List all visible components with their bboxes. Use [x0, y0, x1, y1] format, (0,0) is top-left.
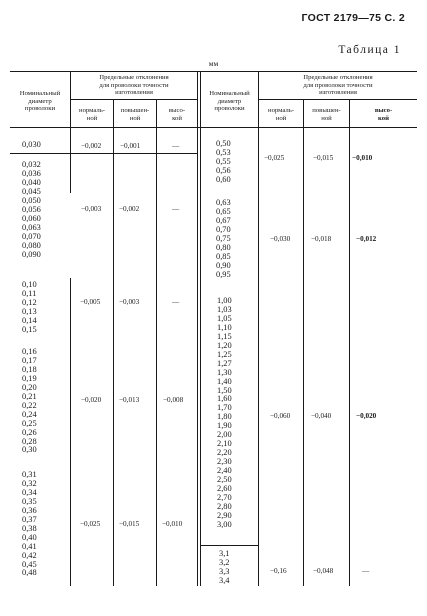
right-increased-header: повышен- ной	[312, 107, 341, 122]
diameter-value: 1,80	[217, 412, 232, 422]
left-normal-header: нормаль- ной	[79, 107, 105, 122]
diameter-value: 2,60	[217, 484, 232, 494]
diameter-value: 2,50	[217, 475, 232, 485]
diameter-value: 1,60	[217, 394, 232, 404]
diameter-value: 0,040	[22, 177, 41, 187]
diameter-value: 0,65	[216, 206, 231, 216]
left-group-5-increased: −0,015	[119, 520, 140, 528]
left-group-2-diameters	[22, 161, 41, 259]
left-group-2-increased: −0,002	[119, 205, 140, 213]
vrule-right-normal	[303, 99, 304, 586]
diameter-value: 1,30	[217, 367, 232, 377]
left-group-3-diameters	[22, 281, 37, 335]
left-high-header: высо- кой	[168, 107, 186, 122]
diameter-value: 0,16	[22, 347, 37, 356]
left-group-5-high: −0,010	[162, 520, 183, 528]
diameter-value: 0,045	[22, 186, 41, 196]
right-group-1-diameters	[216, 140, 231, 185]
left-group-5-normal: −0,025	[80, 520, 101, 528]
diameter-value: 0,032	[22, 160, 41, 169]
left-group-4-diameters	[22, 348, 37, 455]
diameter-value: 1,03	[217, 304, 232, 314]
diameter-value: 0,11	[22, 288, 37, 298]
diameter-value: 0,30	[22, 445, 37, 455]
diameter-value: 0,24	[22, 409, 37, 419]
diameter-value: 0,50	[216, 139, 231, 148]
diameter-value: 1,25	[217, 349, 232, 359]
diameter-value: 0,35	[22, 496, 37, 506]
right-group-2-diameters	[216, 199, 231, 280]
diameter-value: 0,036	[22, 168, 41, 178]
right-subheader-rule	[258, 99, 417, 100]
left-group-4-increased: −0,013	[119, 396, 140, 404]
diameter-value: 2,00	[217, 430, 232, 440]
left-group-5-diameters	[22, 471, 37, 578]
right-group-1-increased: −0,015	[313, 154, 334, 162]
left-group-1-diameters	[22, 141, 41, 150]
right-group-4-normal: −0,16	[270, 567, 287, 575]
header-bottom-rule	[10, 127, 417, 128]
right-group-3-high: −0,020	[356, 412, 377, 420]
left-group-1-high: —	[172, 142, 180, 150]
diameter-value: 0,20	[22, 382, 37, 392]
vrule-center-double-b	[200, 71, 201, 586]
diameter-value: 1,90	[217, 421, 232, 431]
right-group-4-diameters	[219, 550, 229, 586]
vrule-right-increased	[349, 99, 350, 586]
diameter-value: 3,4	[219, 575, 230, 585]
diameter-value: 0,060	[22, 213, 41, 223]
right-high-header: высо- кой	[374, 107, 393, 122]
diameter-value: 0,42	[22, 550, 37, 560]
diameter-value: 1,50	[217, 385, 232, 395]
diameter-value: 0,32	[22, 478, 37, 488]
diameter-value: 0,75	[216, 233, 231, 243]
diameter-value: 1,05	[217, 313, 232, 323]
left-group-4-high: −0,008	[163, 396, 184, 404]
diameter-value: 2,20	[217, 448, 232, 458]
diameter-value: 0,60	[216, 174, 231, 184]
left-increased-header: повышен- ной	[120, 107, 150, 122]
diameter-value: 2,30	[217, 457, 232, 467]
diameter-value: 0,37	[22, 514, 37, 524]
diameter-value: 1,10	[217, 322, 232, 332]
diameter-value: 0,19	[22, 373, 37, 383]
diameter-value: 1,40	[217, 376, 232, 386]
diameter-value: 0,050	[22, 195, 41, 205]
diameter-value: 0,22	[22, 400, 37, 410]
diameter-value: 3,00	[217, 519, 232, 529]
diameter-value: 0,31	[22, 470, 37, 479]
diameter-value: 0,14	[22, 315, 37, 325]
diameter-value: 2,40	[217, 466, 232, 476]
diameter-value: 1,27	[217, 358, 232, 368]
right-normal-header: нормаль- ной	[268, 107, 294, 122]
left-group-3-increased: −0,003	[119, 298, 140, 306]
diameter-value: 3,1	[219, 549, 230, 558]
diameter-value: 0,21	[22, 391, 37, 401]
left-subheader-rule	[70, 99, 198, 100]
diameter-value: 0,63	[216, 198, 231, 207]
diameter-value: 1,15	[217, 331, 232, 341]
diameter-value: 0,36	[22, 505, 37, 515]
diameter-value: 0,40	[22, 532, 37, 542]
diameter-value: 0,38	[22, 523, 37, 533]
right-group-4-high: —	[362, 567, 370, 575]
table-title: Таблица 1	[338, 44, 401, 56]
diameter-value: 0,85	[216, 251, 231, 261]
diameter-value: 0,13	[22, 306, 37, 316]
diameter-value: 0,48	[22, 568, 37, 578]
diameter-value: 0,56	[216, 165, 231, 175]
document-header: ГОСТ 2179—75 С. 2	[301, 12, 405, 24]
diameter-value: 0,15	[22, 324, 37, 334]
diameter-value: 0,070	[22, 231, 41, 241]
diameter-value: 2,80	[217, 501, 232, 511]
right-group-3-separator	[201, 545, 258, 546]
right-group-2-increased: −0,018	[311, 235, 332, 243]
diameter-value: 1,70	[217, 403, 232, 413]
vrule-left-normal	[113, 99, 114, 586]
left-group-2-high: —	[172, 205, 180, 213]
left-group-3-high: —	[172, 298, 180, 306]
left-group-1-separator	[10, 153, 198, 154]
right-group-2-normal: −0,030	[270, 235, 291, 243]
diameter-value: 2,70	[217, 492, 232, 502]
left-group-2-normal: −0,003	[81, 205, 102, 213]
diameter-value: 0,41	[22, 541, 37, 551]
vrule-right-nominal	[258, 71, 259, 586]
diameter-value: 0,67	[216, 215, 231, 225]
left-group-1-normal: −0,002	[81, 142, 102, 150]
diameter-value: 0,53	[216, 147, 231, 157]
vrule-left-nominal-lower	[70, 278, 71, 586]
diameter-value: 0,55	[216, 156, 231, 166]
right-nominal-header: Номинальный диаметр проволоки	[209, 90, 250, 113]
left-group-1-increased: −0,001	[120, 142, 141, 150]
diameter-value: 1,00	[217, 296, 232, 305]
diameter-value: 0,95	[216, 269, 231, 279]
right-group-1-high: −0,010	[352, 154, 373, 162]
vrule-center-double-a	[197, 71, 198, 586]
diameter-value: 0,34	[22, 487, 37, 497]
diameter-value: 3,3	[219, 566, 230, 576]
diameter-value: 0,70	[216, 224, 231, 234]
diameter-value: 0,090	[22, 249, 41, 259]
diameter-value: 1,20	[217, 340, 232, 350]
right-group-2-high: −0,012	[356, 235, 377, 243]
right-deviations-header: Предельные отклонения для проволоки точности изготовления	[303, 74, 373, 97]
unit-label: мм	[208, 59, 219, 68]
diameter-value: 0,080	[22, 240, 41, 250]
diameter-value: 0,26	[22, 427, 37, 437]
diameter-value: 0,17	[22, 355, 37, 365]
diameter-value: 0,25	[22, 418, 37, 428]
diameter-value: 3,2	[219, 557, 230, 567]
right-group-3-diameters	[217, 297, 232, 530]
diameter-value: 2,90	[217, 510, 232, 520]
left-nominal-header: Номинальный диаметр проволоки	[19, 90, 61, 113]
right-group-3-increased: −0,040	[311, 412, 332, 420]
left-group-3-normal: −0,005	[80, 298, 101, 306]
left-deviations-header: Предельные отклонения для проволоки точности изготовления	[99, 74, 169, 97]
diameter-value: 0,063	[22, 222, 41, 232]
right-group-1-normal: −0,025	[264, 154, 285, 162]
left-group-4-normal: −0,020	[81, 396, 102, 404]
diameter-value: 0,18	[22, 364, 37, 374]
diameter-value: 0,10	[22, 280, 37, 289]
diameter-value: 0,030	[22, 140, 41, 149]
table-top-rule	[10, 71, 417, 72]
diameter-value: 0,80	[216, 242, 231, 252]
right-group-3-normal: −0,060	[270, 412, 291, 420]
diameter-value: 0,45	[22, 559, 37, 569]
vrule-left-increased	[156, 99, 157, 586]
diameter-value: 0,056	[22, 204, 41, 214]
right-group-4-increased: −0,048	[313, 567, 334, 575]
diameter-value: 0,28	[22, 436, 37, 446]
diameter-value: 0,90	[216, 260, 231, 270]
diameter-value: 2,10	[217, 439, 232, 449]
diameter-value: 0,12	[22, 297, 37, 307]
